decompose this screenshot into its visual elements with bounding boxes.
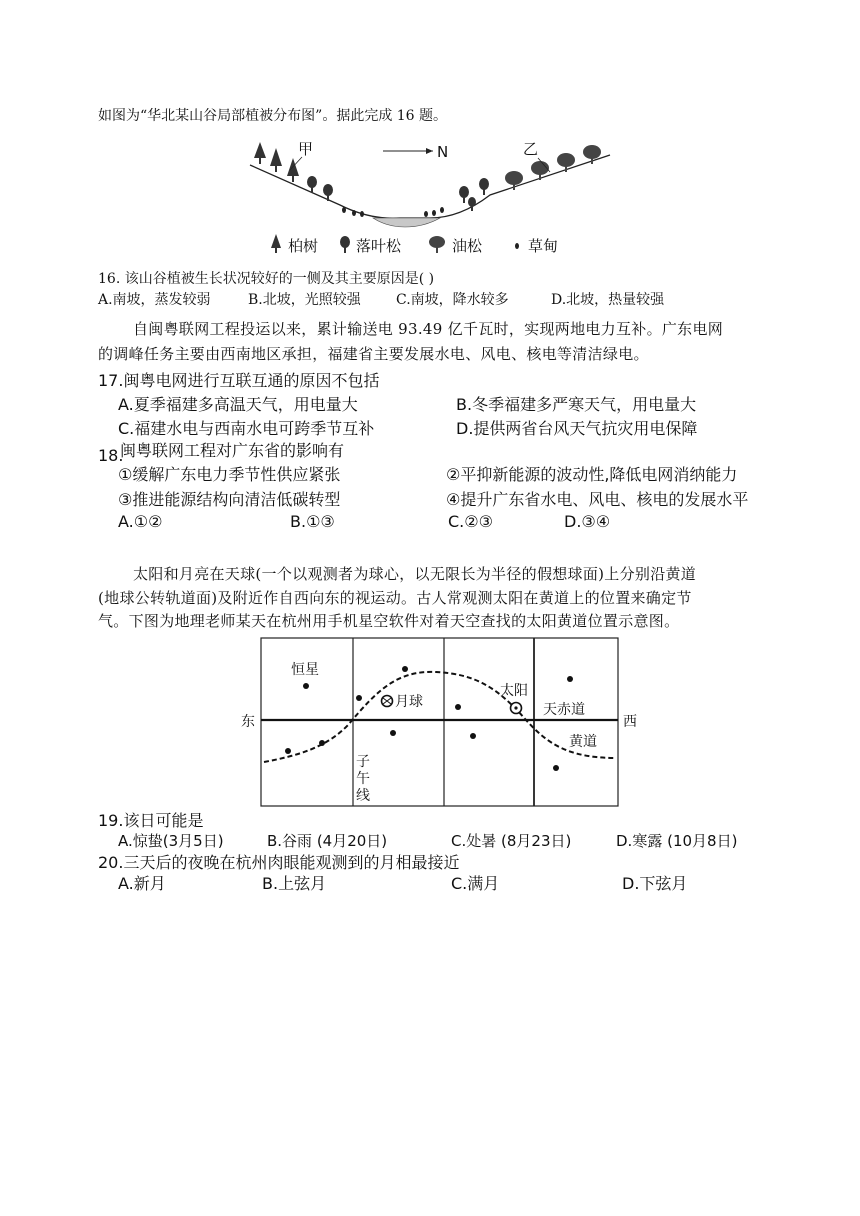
q18-option-c: C.②③	[448, 512, 493, 531]
passage3-line3: 气。下图为地理老师某天在杭州用手机星空软件对着天空查找的太阳黄道位置示意图。	[98, 612, 680, 630]
passage2-line1: 自闽粤联网工程投运以来，累计输送电 93.49 亿千瓦时，实现两地电力互补。广东电网	[133, 320, 724, 338]
q17-option-b: B.冬季福建多严寒天气，用电量大	[456, 395, 697, 414]
q19-option-c: C.处暑 (8月23日)	[451, 832, 572, 850]
q18-item-1: ①缓解广东电力季节性供应紧张	[118, 465, 341, 484]
label-moon: 月球	[395, 694, 423, 710]
q20-option-d: D.下弦月	[622, 874, 688, 893]
q18-item-4: ④提升广东省水电、风电、核电的发展水平	[446, 490, 749, 509]
q17-option-a: A.夏季福建多高温天气，用电量大	[118, 395, 358, 414]
legend-cypress-icon	[271, 234, 281, 248]
legend-larch-icon	[340, 236, 350, 248]
label-east: 东	[241, 714, 255, 730]
q19-question: 19.该日可能是	[98, 811, 204, 830]
celestial-sphere-figure	[236, 630, 646, 810]
q19-option-d: D.寒露 (10月8日)	[616, 832, 738, 850]
valley-vegetation-figure	[240, 130, 620, 265]
q17-question: 17.闽粤电网进行互联互通的原因不包括	[98, 371, 380, 390]
q20-option-a: A.新月	[118, 874, 166, 893]
q18-number: 18.	[98, 446, 124, 465]
q18-item-2: ②平抑新能源的波动性,降低电网消纳能力	[446, 465, 738, 484]
q20-question: 20.三天后的夜晚在杭州肉眼能观测到的月相最接近	[98, 853, 460, 872]
q16-option-a: A.南坡，蒸发较弱	[98, 292, 211, 308]
q19-option-b: B.谷雨 (4月20日)	[267, 832, 388, 850]
stars	[285, 666, 573, 771]
q17-option-c: C.福建水电与西南水电可跨季节互补	[118, 419, 375, 438]
q20-option-c: C.满月	[451, 874, 500, 893]
label-sun: 太阳	[500, 683, 528, 699]
q18-item-3: ③推进能源结构向清洁低碳转型	[118, 490, 341, 509]
legend-meadow: 草甸	[528, 237, 559, 255]
valley-stream	[373, 218, 440, 227]
q18-option-d: D.③④	[564, 512, 611, 531]
legend	[271, 234, 558, 255]
legend-larch: 落叶松	[356, 237, 402, 255]
pine-trees	[505, 145, 601, 190]
north-label: N	[437, 143, 449, 161]
q18-option-b: B.①③	[290, 512, 335, 531]
q16-option-d: D.北坡，热量较强	[551, 292, 665, 308]
legend-meadow-icon	[515, 243, 519, 249]
legend-cypress: 柏树	[288, 237, 319, 255]
q16-intro: 如图为“华北某山谷局部植被分布图”。据此完成 16 题。	[98, 108, 448, 124]
legend-pine: 油松	[452, 237, 483, 255]
legend-pine-icon	[429, 236, 445, 248]
label-meridian-3: 线	[356, 788, 370, 804]
label-meridian-2: 午	[356, 771, 370, 787]
larch-trees	[307, 176, 489, 211]
label-meridian-1: 子	[356, 754, 370, 770]
q16-option-c: C.南坡，降水较多	[396, 292, 509, 308]
label-star: 恒星	[291, 662, 319, 678]
q16-question: 16. 该山谷植被生长状况较好的一侧及其主要原因是( )	[98, 271, 435, 287]
passage3-line1: 太阳和月亮在天球(一个以观测者为球心，以无限长为半径的假想球面)上分别沿黄道	[133, 565, 697, 583]
q17-option-d: D.提供两省台风天气抗灾用电保障	[456, 419, 698, 438]
label-yi: 乙	[523, 140, 539, 158]
passage3-line2: (地球公转轨道面)及附近作自西向东的视运动。古人常观测太阳在黄道上的位置来确定节	[98, 589, 692, 607]
cypress-trees	[254, 142, 299, 182]
passage2-line2: 的调峰任务主要由西南地区承担，福建省主要发展水电、风电、核电等清洁绿电。	[98, 345, 649, 363]
q18-option-a: A.①②	[118, 512, 163, 531]
q18-question: 闽粤联网工程对广东省的影响有	[120, 441, 345, 460]
label-equator: 天赤道	[543, 702, 585, 718]
label-ecliptic: 黄道	[569, 734, 597, 750]
q19-option-a: A.惊蛰(3月5日)	[118, 832, 224, 850]
label-jia: 甲	[298, 140, 314, 158]
q20-option-b: B.上弦月	[262, 874, 327, 893]
q16-option-b: B.北坡，光照较强	[248, 292, 361, 308]
label-west: 西	[623, 714, 637, 730]
